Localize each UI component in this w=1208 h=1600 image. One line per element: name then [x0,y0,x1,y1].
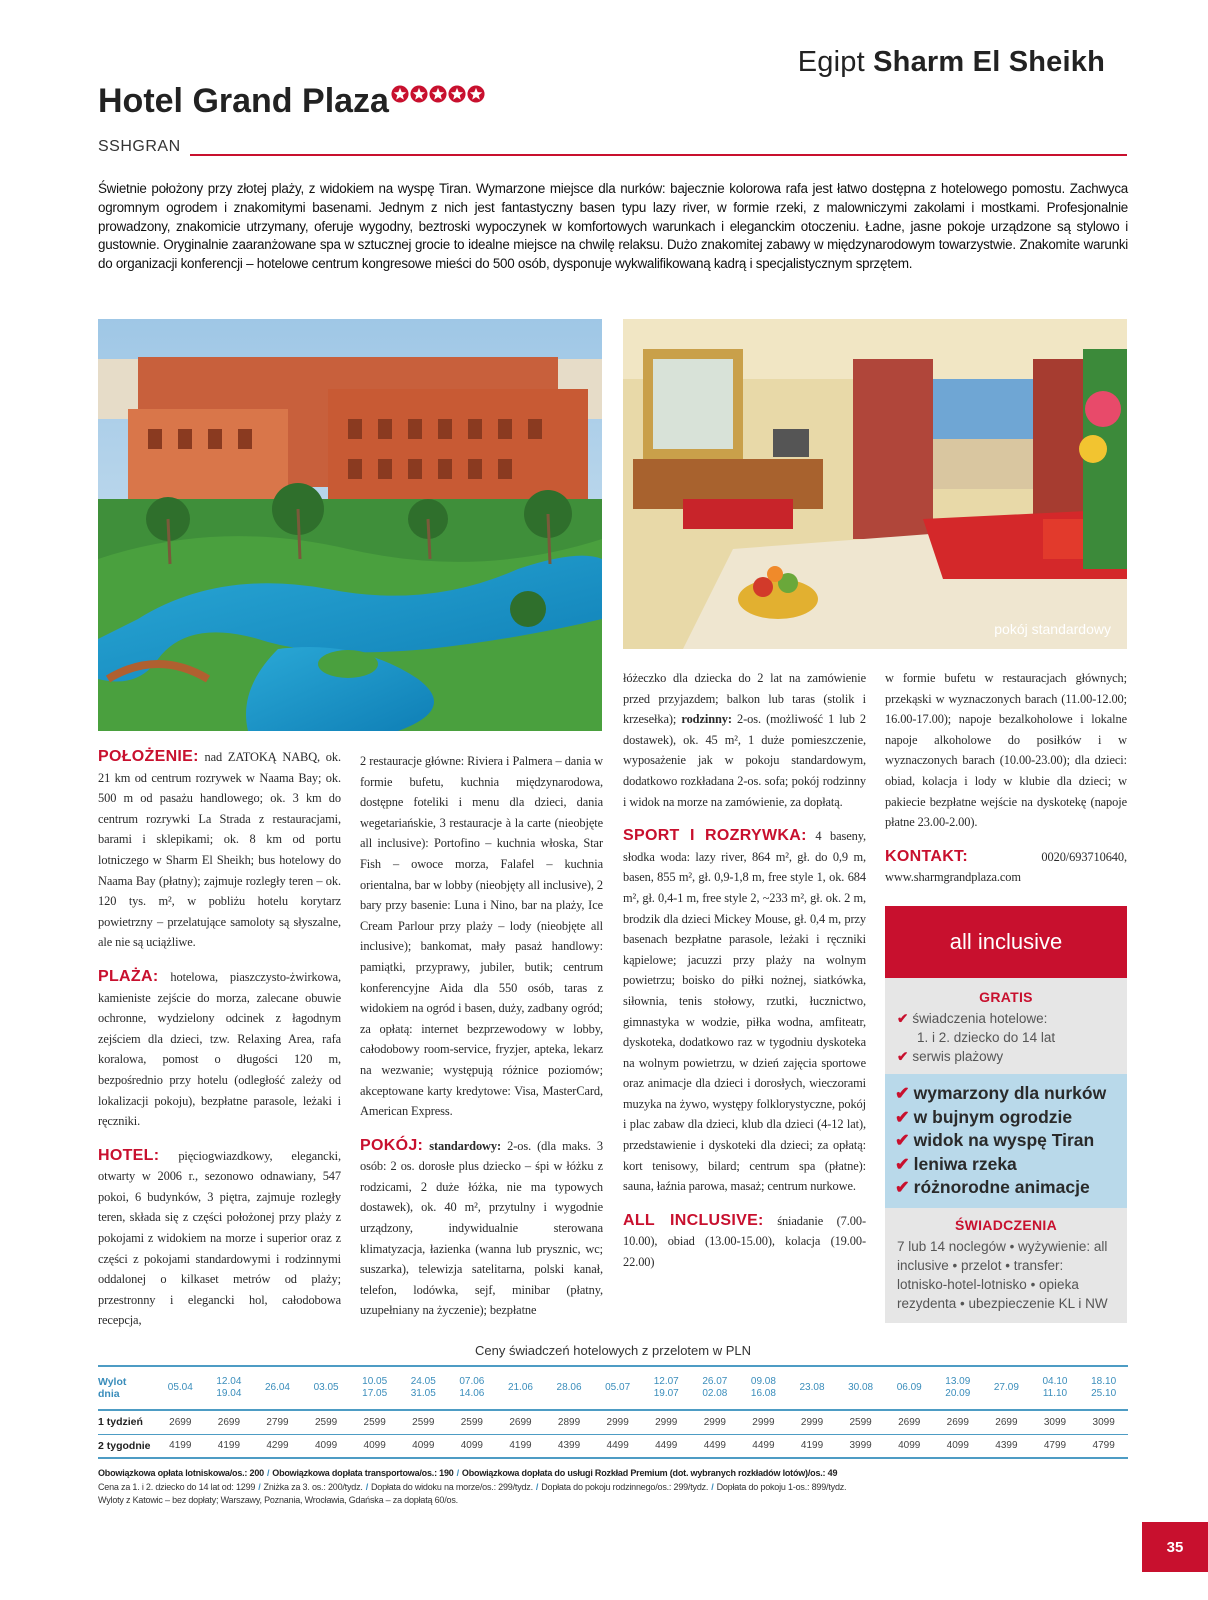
date-value: 19.07 [653,1388,679,1399]
table-header-row [98,1366,1128,1410]
date-cell [253,1366,302,1410]
section-heading-all-inclusive: ALL INCLUSIVE: [623,1211,764,1229]
price-cell: 4499 [593,1434,642,1458]
price-cell: 4099 [885,1434,934,1458]
price-cell: 2699 [934,1410,983,1434]
price-cell: 2799 [253,1410,302,1434]
price-cell: 4499 [691,1434,740,1458]
rodzinny-lead: rodzinny: [681,712,732,727]
note: Zniżka za 3. os.: 200/tydz. [263,1481,363,1492]
price-cell: 4299 [253,1434,302,1458]
all-inclusive-title: all inclusive [885,906,1127,978]
note: Dopłata do pokoju rodzinnego/os.: 299/tydz. [541,1481,709,1492]
price-cell: 2899 [545,1410,594,1434]
date-cell [691,1366,740,1410]
kontakt-text: 0020/693710640, www.sharmgrandplaza.com [885,849,1127,885]
destination-title [798,46,1105,79]
price-cell: 2699 [496,1410,545,1434]
all-inclusive-box [885,906,1127,1323]
hotel-title [98,82,485,121]
price-cell: 3999 [836,1434,885,1458]
resort-photo [98,319,602,731]
note: Obowiązkowa opłata lotniskowa/os.: 200 [98,1468,264,1478]
date-cell [934,1366,983,1410]
hotel-text: pięciogwiazdkowy, elegancki, otwarty w 2006 r., sezonowo odnawiany, 547 pokoi, 6 budynków, 3 piętra, zajmuje rozległy teren, składa się z części położonej przy plaży z pokojami z widokiem na morze i superior oraz z części z pokojami standardowymi i rodzinnymi oddalonej o kilkaset metrów od plaży; przestronny i elegancki hol, całodobowa recepcja, [98,1148,342,1328]
price-cell: 4099 [302,1434,351,1458]
section-heading-kontakt: KONTAKT: [885,847,968,865]
date-value: 04.10 [1042,1376,1068,1387]
note: Obowiązkowa dopłata transportowa/os.: 190 [272,1468,454,1478]
date-value: 07.06 [459,1376,485,1387]
price-cell: 2999 [788,1410,837,1434]
note: Dopłata do widoku na morze/os.: 299/tydz. [371,1481,533,1492]
price-cell: 4199 [496,1434,545,1458]
gratis-item-detail: 1. i 2. dziecko do 14 lat [917,1030,1056,1045]
departure-label-line2: dnia [98,1388,120,1400]
section-heading-polozenie: POŁOŻENIE: [98,748,199,765]
date-cell [836,1366,885,1410]
hotel-name: Hotel Grand Plaza [98,82,389,120]
price-cell: 4099 [350,1434,399,1458]
section-heading-pokoj: POKÓJ: [360,1136,424,1154]
price-table [98,1365,1128,1459]
swiadczenia-text: 7 lub 14 noclegów • wyżywienie: all inclusive • przelot • transfer: lotnisko-hotel-lotnisko • opieka rezydenta • ubezpieczenie KL i NW [897,1238,1108,1311]
check-icon: ✔ [895,1106,910,1127]
column-2 [360,751,603,1335]
intro-text: Świetnie położony przy złotej plaży, z widokiem na wyspę Tiran. Wymarzone miejsce dla nurków: bajecznie kolorowa rafa jest łatwo dostępna z hotelowego pomostu. Zachwyca ogromnym ogrodem i znakomitymi basenami. Jednym z nich jest fantastyczny basen typu lazy river, w formie rzeki, z malowniczymi zakolami i mostkami. Profesjonalnie prowadzony, znakomicie utrzymany, oferuje wygodny, beztroski wypoczynek w komfortowych warunkach i eleganckim otoczeniu. Ładne, jasne pokoje urządzone są stylowo i gustownie. Oryginalnie zaaranżowane spa w sztucznej grocie to idealne miejsce na chwilę relaksu. Dużo znakomitej zabawy w międzynarodowym towarzystwie. Znakomite warunki do organizacji konferencji – hotelowe centrum kongresowe mieści do 500 osób, dysponuje wykwalifikowaną kadrą i specjalistycznym sprzętem. [98,181,1128,272]
date-value: 02.08 [702,1388,728,1399]
date-value: 13.09 [945,1376,971,1387]
table-row [98,1410,1128,1434]
date-cell [496,1366,545,1410]
star-rating [391,85,485,103]
price-cell: 2699 [982,1410,1031,1434]
rodzinny-text: 2-os. (możliwość 1 lub 2 dostawek), ok. 45 m², 1 duże pomieszczenie, wyposażenie jak w pokoju standardowym, dodatkowo rozkładana 2-os. sofa; pokój rodzinny i widok na morze na zamówienie, za dopłatą. [623,712,867,809]
date-cell [885,1366,934,1410]
date-cell [593,1366,642,1410]
date-value: 12.07 [653,1376,679,1387]
date-value: 03.05 [313,1382,339,1393]
price-cell: 2999 [593,1410,642,1434]
feature-item: widok na wyspę Tiran [913,1130,1095,1150]
price-cell: 4799 [1031,1434,1080,1458]
date-value: 31.05 [410,1388,436,1399]
departure-label-line1: Wylot [98,1376,127,1388]
swiadczenia-heading: ŚWIADCZENIA [954,1216,1058,1233]
date-value: 06.09 [896,1382,922,1393]
date-value: 30.08 [848,1382,874,1393]
date-value: 10.05 [362,1376,388,1387]
date-value: 28.06 [556,1382,582,1393]
section-heading-sport: SPORT I ROZRYWKA: [623,827,807,845]
gratis-item: świadczenia hotelowe: [912,1011,1048,1026]
price-cell: 4199 [205,1434,254,1458]
feature-item: różnorodne animacje [913,1177,1090,1197]
gratis-panel [885,978,1127,1074]
column-1 [98,747,341,1345]
city: Sharm El Sheikh [873,46,1105,78]
date-cell [545,1366,594,1410]
pokoj-lead: standardowy: [429,1138,502,1153]
price-cell: 4099 [399,1434,448,1458]
section-heading-hotel: HOTEL: [98,1146,160,1164]
price-cell: 4799 [1079,1434,1128,1458]
departure-label [98,1366,156,1410]
feature-item: w bujnym ogrodzie [913,1106,1073,1127]
note: Obowiązkowa dopłata do usługi Rozkład Premium (dot. wybranych rozkładów lotów)/os.: 49 [461,1468,838,1478]
table-row [98,1434,1128,1458]
price-cell: 4099 [934,1434,983,1458]
date-cell [448,1366,497,1410]
note: Cena za 1. i 2. dziecko do 14 lat od: 1299 [98,1481,256,1492]
gratis-heading: GRATIS [979,989,1033,1005]
price-cell: 2699 [205,1410,254,1434]
sport-text: 4 baseny, słodka woda: lazy river, 864 m², gł. do 0,9 m, basen, 855 m², gł. 0,9-1,8 m, free style 1, ok. 684 m², gł. 0,4-1 m, free style 2, ~233 m², gł. ok. 2 m, brodzik dla dzieci Mickey Mouse, gł. 0,4 m, przy basenach bezpłatne parasole, leżaki i ręczniki kąpielowe; jacuzzi przy plaży na wolnym powietrzu; boisko do piłki nożnej, siatkówka, siłownia, tenis stołowy, rzutki, łucznictwo, gimnastyka w wodzie, piłka wodna, amfiteatr, dyskoteka, dodatkowo raz w tygodniu dyskoteka na wolnym powietrzu, w dzień zajęcia sportowe oraz animacje dla dzieci i dorosłych, wieczorami muzyka na żywo, występy folklorystyczne, pokój i plac zabaw dla dzieci, klub dla dzieci (4-12 lat), przedstawienie i dyskoteki dla dzieci; za opłatą: kort tenisowy, bilard; centrum spa (płatne): sauna, łaźnia parowa, masaż; centrum nurkowe. [623,829,867,1194]
price-cell: 2999 [642,1410,691,1434]
date-cell [642,1366,691,1410]
price-cell: 2999 [739,1410,788,1434]
star-icon [410,85,428,103]
date-value: 17.05 [362,1388,388,1399]
date-cell [739,1366,788,1410]
column-3 [623,668,866,1287]
check-icon: ✔ [895,1083,910,1103]
column-4 [885,668,1127,902]
star-icon [448,85,466,103]
price-cell: 2599 [399,1410,448,1434]
note: Wyloty z Katowic – bez dopłaty; Warszawy, Poznania, Wrocławia, Gdańska – za dopłatą 60/os. [98,1495,458,1505]
polozenie-text: nad ZATOKĄ NABQ, ok. 21 km od centrum rozrywek w Naama Bay; ok. 500 m od pasażu handlowego; ok. 3 km do centrum rozrywki La Strada z restauracjami, barami i sklepikami; ok. 8 km od portu lotniczego w Sharm El Sheikh; bus hotelowy do Naama Bay (płatny); zajmuje rozległy teren – ok. 120 tys. m², w pobliżu hotelu korytarz powietrzny – przelatujące samoloty są słyszalne, ale nie są uciążliwe. [98,750,341,950]
pokoj-text: 2-os. (dla maks. 3 osób: 2 os. dorosłe plus dziecko – śpi w łóżku z rodzicami, 2 duże łóżka, nie ma typowych dostawek), ok. 40 m², przytulny i wygodnie urządzony, indywidualnie sterowana klimatyzacja, łazienka (wanna lub prysznic, wc; suszarka), telewizja satelitarna, polski kanał, telefon, lodówka, sejf, minibar (płatny, uzupełniany na życzenie); bezpłatne [360,1138,604,1318]
header-divider [190,154,1127,156]
price-cell: 4399 [982,1434,1031,1458]
price-notes: Obowiązkowa opłata lotniskowa/os.: 200 / Obowiązkowa dopłata transportowa/os.: 190 / Obowiązkowa dopłata do usługi Rozkład Premium (dot. wybranych rozkładów lotów)/os.: 49 Cena za 1. i 2. dziecko do 14 lat od: 1299 / Zniżka za 3. os.: 200/tydz. / Dopłata do widoku na morze/os.: 299/tydz. / Dopłata do pokoju rodzinnego/os.: 299/tydz. / Dopłata do pokoju 1-os.: 899/tydz. Wyloty z Katowic – bez dopłaty; Warszawy, Poznania, Wrocławia, Gdańska – za dopłatą 60/os. [98,1467,1128,1508]
date-cell [788,1366,837,1410]
date-cell [350,1366,399,1410]
date-value: 27.09 [993,1382,1019,1393]
date-cell [1079,1366,1128,1410]
date-value: 05.07 [605,1382,631,1393]
price-cell: 3099 [1031,1410,1080,1434]
price-cell: 2699 [156,1410,205,1434]
gratis-item: serwis plażowy [912,1049,1004,1064]
prices-title: Ceny świadczeń hotelowych z przelotem w PLN [474,1343,751,1358]
plaza-text: hotelowa, piaszczysto-żwirkowa, kamieniste zejście do morza, zalecane obuwie ochronne, wydzielony odcinek z łagodnym zejściem dla dzieci, tzw. Relaxing Area, rafa koralowa, pomost o długości 120 m, bezpośrednio przy hotelu (odległość zależy od lokalizacji pokoju), bezpłatne parasole, leżaki i ręczniki. [98,969,341,1129]
price-cell: 2599 [302,1410,351,1434]
star-icon [429,85,447,103]
check-icon: ✔ [897,1011,909,1026]
price-cell: 3099 [1079,1410,1128,1434]
check-icon: ✔ [895,1130,910,1150]
date-value: 26.04 [264,1382,290,1393]
date-cell [302,1366,351,1410]
date-value: 24.05 [410,1376,436,1387]
pokoj-text-continued: łóżeczko dla dziecka do 2 lat na zamówienie przed przyjazdem; balkon lub taras (stolik i krzesełka); [623,671,866,727]
row-label: 2 tygodnie [98,1434,156,1458]
feature-item: leniwa rzeka [913,1153,1017,1174]
all-inclusive-text: śniadanie (7.00-10.00), obiad (13.00-15.00), kolacja (19.00-22.00) [623,1213,866,1270]
features-panel [885,1074,1127,1208]
country: Egipt [797,46,865,78]
price-cell: 2699 [885,1410,934,1434]
date-value: 21.06 [507,1382,533,1393]
date-value: 18.10 [1091,1376,1117,1387]
section-heading-plaza: PLAŻA: [98,967,159,985]
photo-caption: pokój standardowy [994,621,1111,637]
hotel-code: SSHGRAN [98,138,181,155]
price-cell: 2999 [691,1410,740,1434]
date-value: 05.04 [167,1382,193,1393]
price-cell: 4199 [788,1434,837,1458]
date-value: 20.09 [945,1388,971,1399]
star-icon [391,85,409,103]
date-value: 25.10 [1091,1388,1117,1399]
date-value: 23.08 [799,1382,825,1393]
all-inclusive-text-continued: w formie bufetu w restauracjach głównych; przekąski w wyznaczonych barach (11.00-12.00; 16.00-17.00); napoje bezalkoholowe i lokalne napoje alkoholowe do posiłków i w wyznaczonych barach (10.00-23.00); dla dzieci: obiad, kolacja i lody w klubie dla dzieci; w pakiecie bezpłatne wejście na dyskotekę (napoje płatne 23.00-2.00). [885,671,1127,830]
price-cell: 4399 [545,1434,594,1458]
page-number: 35 [1142,1522,1208,1572]
date-value: 26.07 [702,1376,728,1387]
price-cell: 4099 [448,1434,497,1458]
date-value: 19.04 [216,1388,242,1399]
date-value: 14.06 [459,1388,485,1399]
check-icon: ✔ [895,1177,910,1197]
check-icon: ✔ [897,1049,909,1064]
hotel-text-continued: 2 restauracje główne: Riviera i Palmera – dania w formie bufetu, kuchnia międzynarodowa, dostępne foteliki i menu dla dzieci, dania wegetariańskie, 3 restauracje à la carte (nieobjęte all inclusive): Portofino – kuchnia włoska, Star Fish – owoce morza, Falafel – kuchnia orientalna, bar w lobby (nieobjęty all inclusive), 2 bary przy basenie: Luna i Nino, bar na plaży, Ice Cream Parlour przy plaży – lody (nieobjęte all inclusive); bankomat, mały pasaż handlowy: pamiątki, przyprawy, jubiler, butik; centrum konferencyjne Aida dla 550 osób, taras z widokiem na ogród i basen, duży, zadbany ogród; za opłatą: internet bezprzewodowy w lobby, całodobowy room-service, fryzjer, apteka, lekarz na wezwanie; występują różnice poziomów; akceptowane karty kredytowe: Visa, MasterCard, American Express. [360,754,603,1119]
price-cell: 2599 [350,1410,399,1434]
row-label: 1 tydzień [98,1410,156,1434]
date-value: 12.04 [216,1376,242,1387]
date-cell [982,1366,1031,1410]
note: Dopłata do pokoju 1-os.: 899/tydz. [716,1481,847,1492]
star-icon [467,85,485,103]
price-cell: 2599 [448,1410,497,1434]
check-icon: ✔ [895,1153,910,1174]
date-value: 11.10 [1042,1388,1068,1399]
date-cell [1031,1366,1080,1410]
price-cell: 2599 [836,1410,885,1434]
date-cell [399,1366,448,1410]
price-cell: 4499 [739,1434,788,1458]
price-cell: 4499 [642,1434,691,1458]
date-value: 16.08 [750,1388,776,1399]
feature-item: wymarzony dla nurków [913,1083,1107,1103]
date-cell [156,1366,205,1410]
swiadczenia-panel [885,1208,1127,1323]
price-cell: 4199 [156,1434,205,1458]
date-value: 09.08 [750,1376,776,1387]
date-cell [205,1366,254,1410]
room-photo [623,319,1127,649]
